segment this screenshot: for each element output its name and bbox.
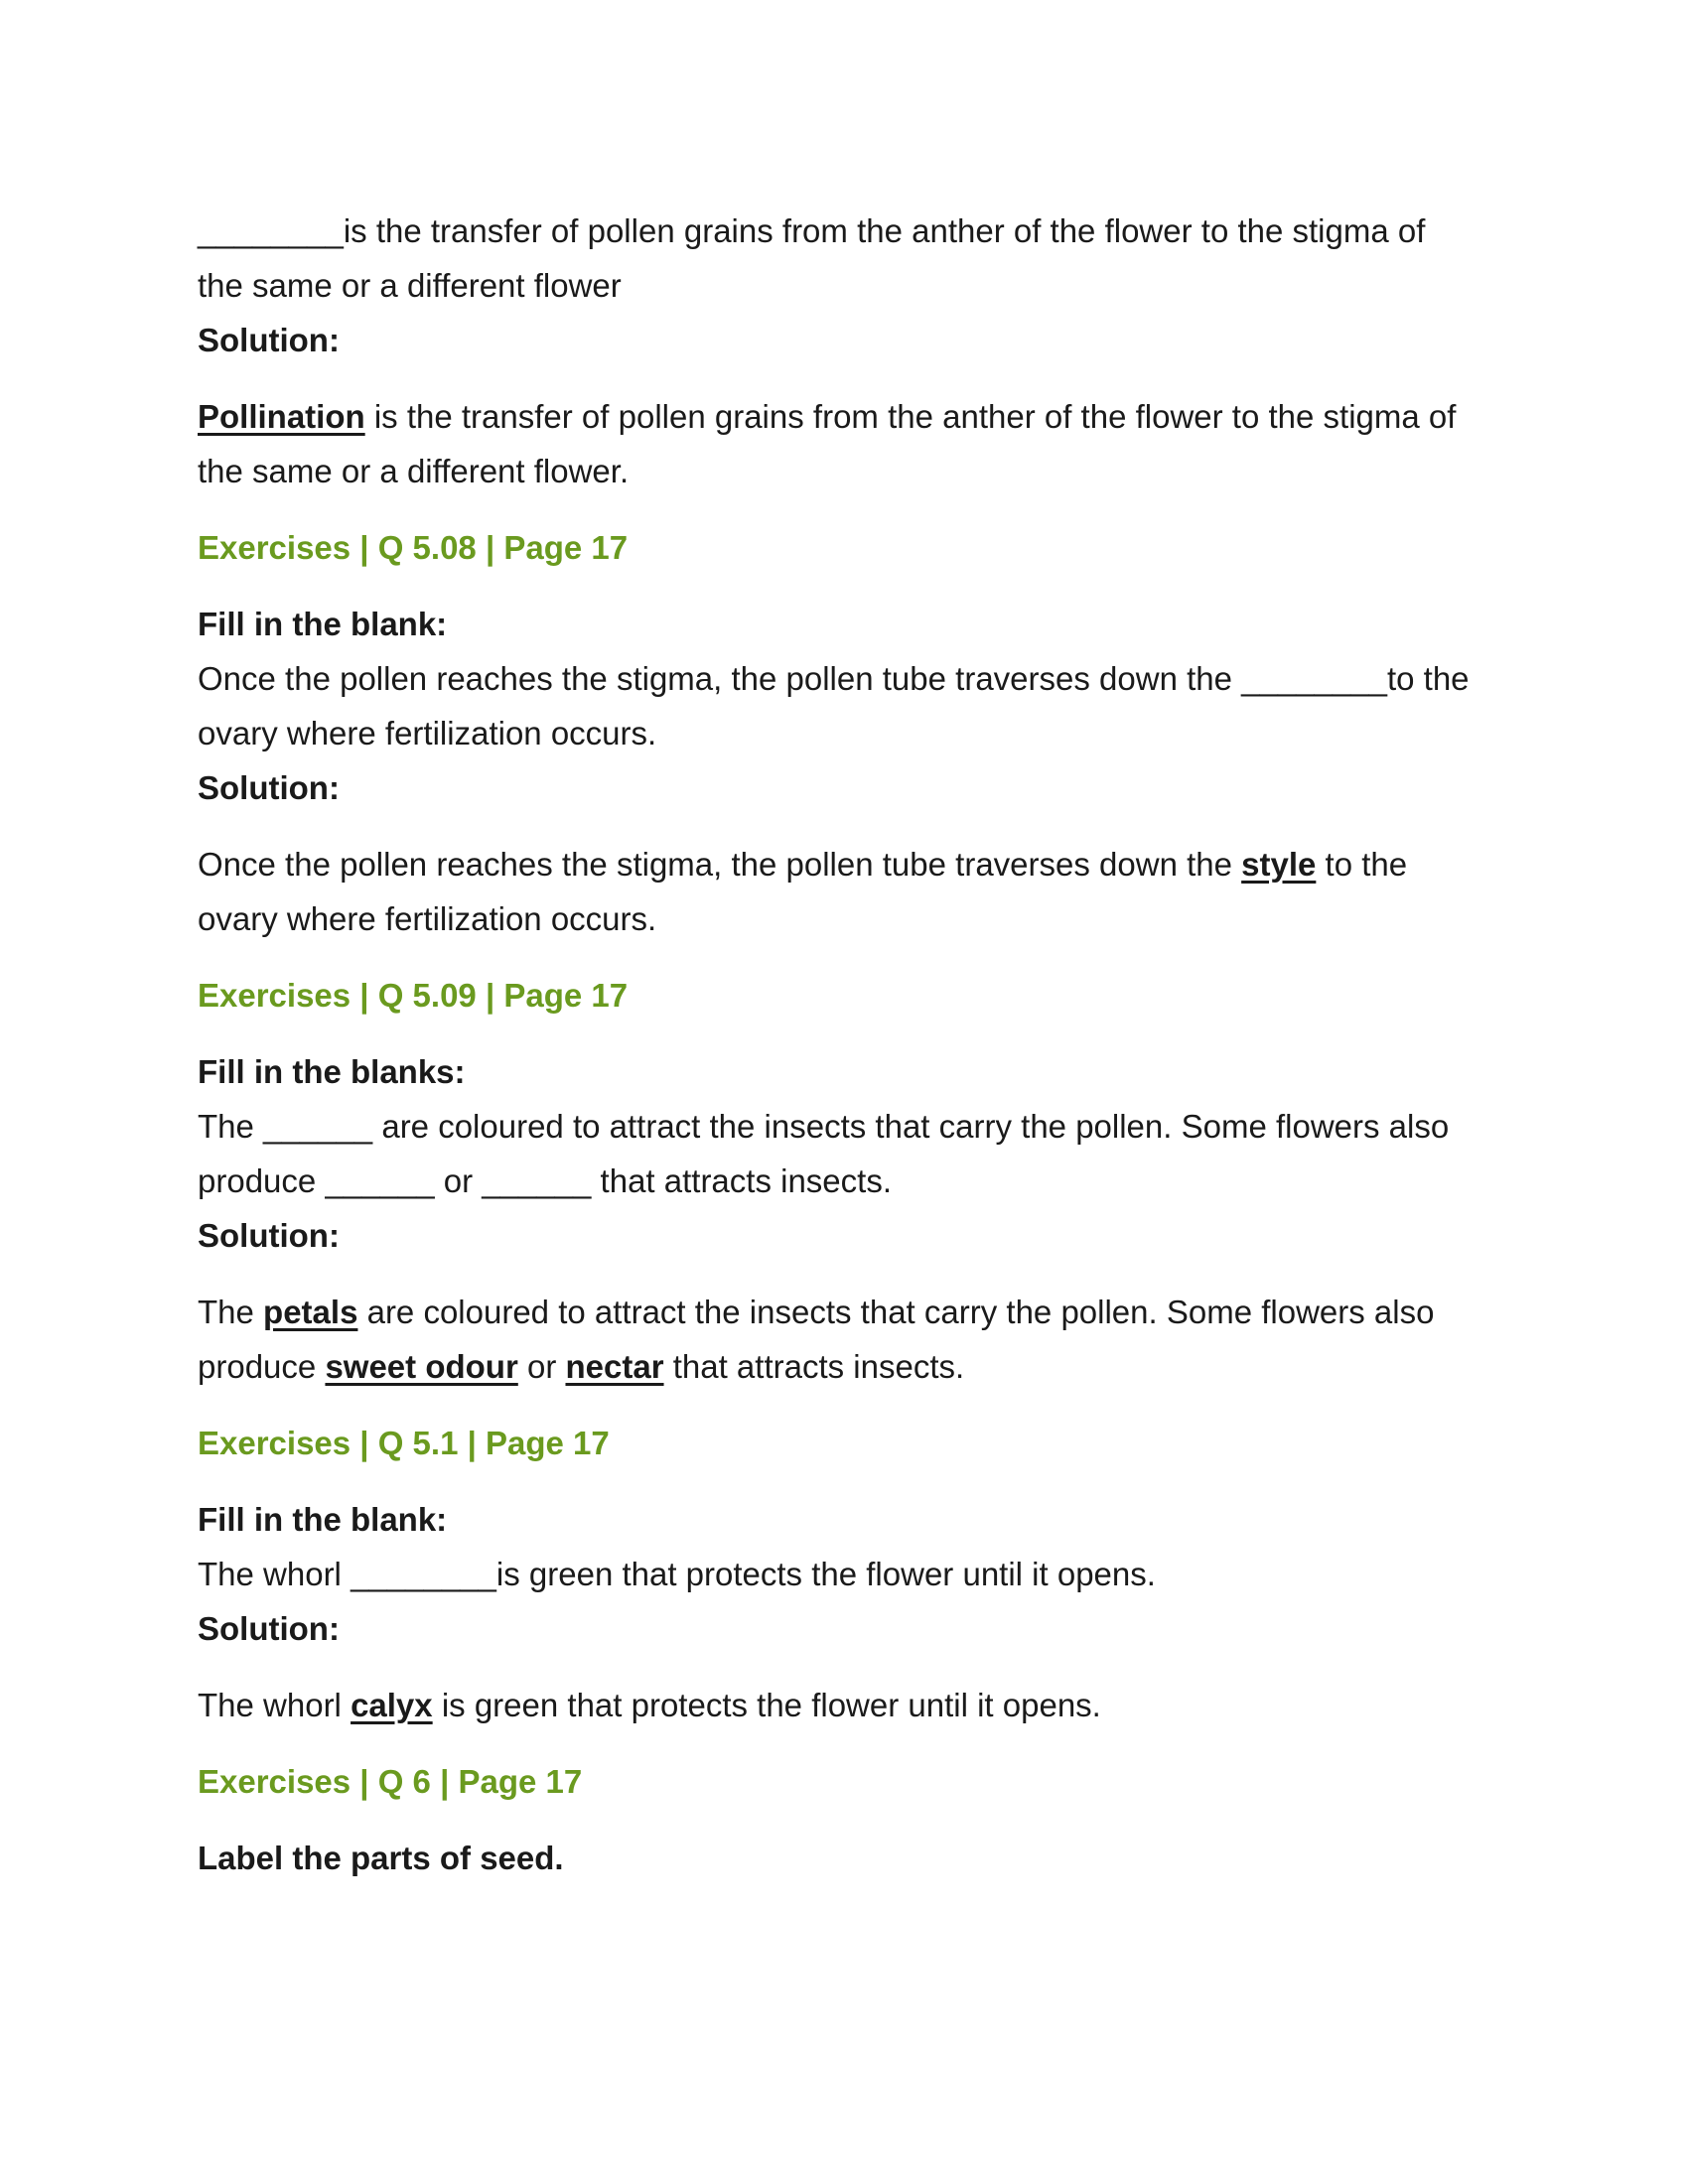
question-prompt: Fill in the blanks: xyxy=(198,1053,466,1090)
answer-word: petals xyxy=(263,1294,358,1330)
solution-text: The petals are coloured to attract the insects that carry the pollen. Some flowers also produce sweet odour or nectar that attracts insects. xyxy=(198,1294,1435,1385)
document-page xyxy=(198,204,1498,1885)
question-prompt: Fill in the blank: xyxy=(198,606,448,642)
question-text: The ______ are coloured to attract the insects that carry the pollen. Some flowers also produce ______ or ______ that attracts insects. xyxy=(198,1108,1450,1199)
solution-label: Solution: xyxy=(198,1610,340,1647)
solution-label: Solution: xyxy=(198,322,340,358)
answer-word: Pollination xyxy=(198,398,365,435)
solution-label: Solution: xyxy=(198,769,340,806)
exercise-heading: Exercises | Q 5.1 | Page 17 xyxy=(198,1425,610,1461)
question-text: Once the pollen reaches the stigma, the pollen tube traverses down the ________to the ovary where fertilization occurs. xyxy=(198,660,1470,751)
exercise-heading: Exercises | Q 5.08 | Page 17 xyxy=(198,529,629,566)
blank: ______ xyxy=(263,1108,373,1145)
exercise-heading: Exercises | Q 5.09 | Page 17 xyxy=(198,977,629,1014)
question-text: The whorl ________is green that protects the flower until it opens. xyxy=(198,1556,1156,1592)
question-text: ________is the transfer of pollen grains from the anther of the flower to the stigma of the same or a different flower xyxy=(198,212,1426,304)
solution-text: Pollination is the transfer of pollen grains from the anther of the flower to the stigma of the same or a different flower. xyxy=(198,398,1457,489)
solution-text: Once the pollen reaches the stigma, the pollen tube traverses down the style to the ovary where fertilization occurs. xyxy=(198,846,1408,937)
blank: ______ xyxy=(482,1162,592,1199)
answer-word: sweet odour xyxy=(325,1348,518,1385)
question-prompt: Fill in the blank: xyxy=(198,1501,448,1538)
solution-text: The whorl calyx is green that protects the flower until it opens. xyxy=(198,1687,1101,1723)
answer-word: calyx xyxy=(351,1687,433,1723)
blank: ______ xyxy=(325,1162,435,1199)
solution-label: Solution: xyxy=(198,1217,340,1254)
blank: ________ xyxy=(1241,660,1387,697)
question-prompt: Label the parts of seed. xyxy=(198,1840,564,1876)
exercise-heading: Exercises | Q 6 | Page 17 xyxy=(198,1763,583,1800)
answer-word: style xyxy=(1241,846,1317,883)
blank: ________ xyxy=(351,1556,496,1592)
answer-word: nectar xyxy=(565,1348,664,1385)
blank: ________ xyxy=(198,212,344,249)
